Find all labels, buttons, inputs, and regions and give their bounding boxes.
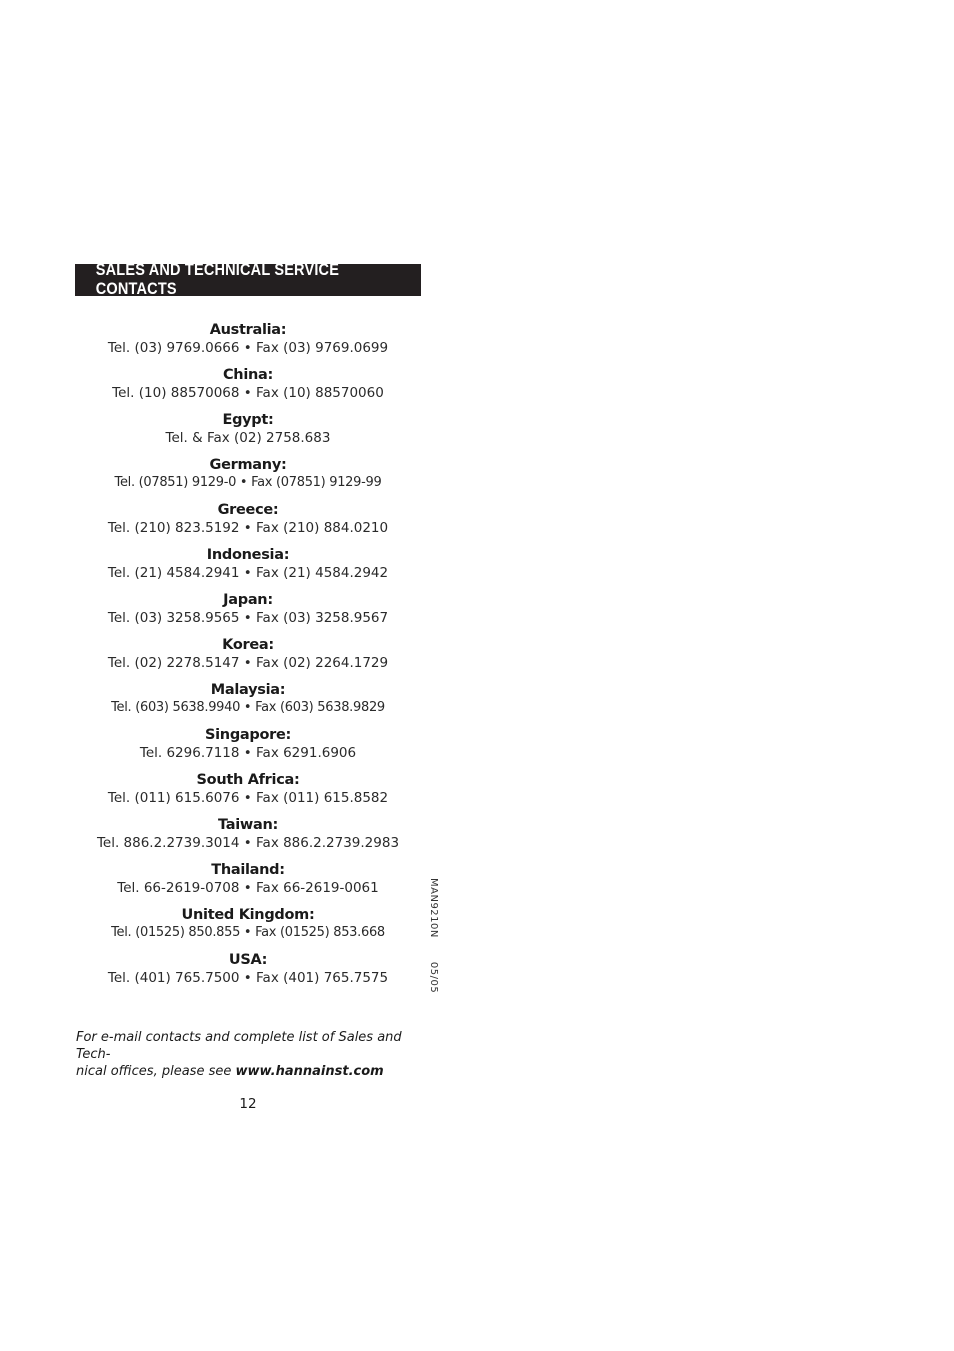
phone-fax: Tel. (02) 2278.5147 • Fax (02) 2264.1729 bbox=[107, 655, 389, 671]
contact-united-kingdom bbox=[75, 906, 421, 951]
phone-fax: Tel. (603) 5638.9940 • Fax (603) 5638.9829 bbox=[111, 700, 385, 715]
phone-fax: Tel. (01525) 850.855 • Fax (01525) 853.668 bbox=[111, 925, 385, 940]
contact-usa bbox=[75, 951, 421, 996]
phone-fax: Tel. 6296.7118 • Fax 6291.6906 bbox=[139, 745, 357, 761]
phone-fax: Tel. (03) 9769.0666 • Fax (03) 9769.0699 bbox=[107, 340, 389, 356]
phone-fax: Tel. 66-2619-0708 • Fax 66-2619-0061 bbox=[117, 880, 379, 896]
country-name: Korea: bbox=[222, 637, 274, 653]
contact-japan bbox=[75, 591, 421, 636]
country-name: China: bbox=[222, 367, 274, 383]
phone-fax: Tel. (10) 88570068 • Fax (10) 88570060 bbox=[112, 385, 384, 401]
footnote-line-1: For e-mail contacts and complete list of Sales and Tech- bbox=[76, 1030, 402, 1062]
contact-china bbox=[75, 366, 421, 411]
phone-fax: Tel. (401) 765.7500 • Fax (401) 765.7575 bbox=[107, 970, 389, 986]
manual-code-vertical bbox=[421, 878, 439, 994]
contact-singapore bbox=[75, 726, 421, 771]
country-name: Thailand: bbox=[211, 862, 285, 878]
contact-germany bbox=[75, 456, 421, 501]
phone-fax: Tel. (07851) 9129-0 • Fax (07851) 9129-99 bbox=[114, 475, 382, 490]
contact-malaysia bbox=[75, 681, 421, 726]
contact-indonesia bbox=[75, 546, 421, 591]
contact-korea bbox=[75, 636, 421, 681]
section-title-bar bbox=[75, 261, 421, 298]
country-name: Japan: bbox=[223, 592, 273, 608]
country-name: Taiwan: bbox=[218, 817, 278, 833]
section-title: SALES AND TECHNICAL SERVICE CONTACTS bbox=[95, 261, 340, 298]
contacts-list bbox=[75, 321, 421, 996]
page-number: 12 bbox=[239, 1096, 257, 1112]
phone-fax: Tel. (210) 823.5192 • Fax (210) 884.0210 bbox=[107, 520, 389, 536]
country-name: Malaysia: bbox=[210, 682, 286, 698]
phone-fax: Tel. 886.2.2739.3014 • Fax 886.2.2739.2983 bbox=[96, 835, 400, 851]
website-url: www.hannainst.com bbox=[235, 1064, 384, 1079]
contact-australia bbox=[75, 321, 421, 366]
footnote-line-2: nical offices, please see bbox=[76, 1064, 236, 1079]
country-name: United Kingdom: bbox=[181, 907, 315, 923]
country-name: USA: bbox=[228, 952, 268, 968]
contact-thailand bbox=[75, 861, 421, 906]
phone-fax: Tel. (03) 3258.9565 • Fax (03) 3258.9567 bbox=[107, 610, 389, 626]
contact-taiwan bbox=[75, 816, 421, 861]
country-name: Indonesia: bbox=[206, 547, 290, 563]
contact-egypt bbox=[75, 411, 421, 456]
phone-fax: Tel. (011) 615.6076 • Fax (011) 615.8582 bbox=[107, 790, 389, 806]
manual-code: MAN9210N bbox=[428, 878, 439, 938]
country-name: Greece: bbox=[217, 502, 279, 518]
footnote bbox=[76, 1029, 426, 1080]
country-name: South Africa: bbox=[196, 772, 300, 788]
country-name: Australia: bbox=[209, 322, 287, 338]
contact-greece bbox=[75, 501, 421, 546]
phone-fax: Tel. (21) 4584.2941 • Fax (21) 4584.2942 bbox=[107, 565, 389, 581]
phone-fax: Tel. & Fax (02) 2758.683 bbox=[165, 430, 331, 446]
date-code: 05/05 bbox=[428, 961, 439, 994]
country-name: Germany: bbox=[209, 457, 287, 473]
contact-south-africa bbox=[75, 771, 421, 816]
country-name: Singapore: bbox=[204, 727, 292, 743]
country-name: Egypt: bbox=[222, 412, 274, 428]
